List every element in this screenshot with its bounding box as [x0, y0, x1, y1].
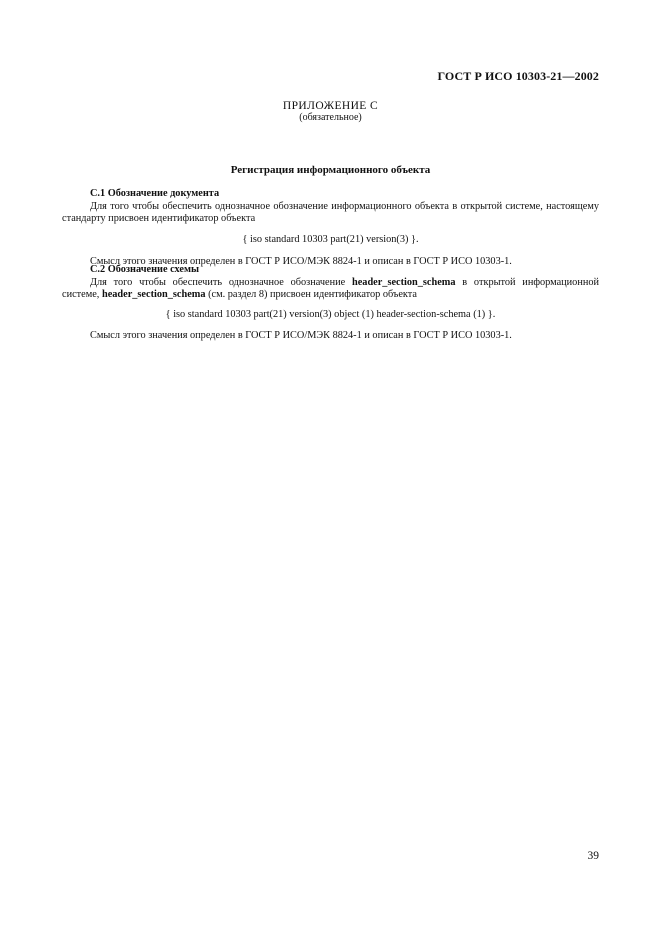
section-c2: [62, 264, 599, 302]
schema-name-1: header_section_schema: [352, 276, 456, 288]
section-c2-text-1: Для того чтобы обеспечить однозначное обозначение: [90, 276, 352, 288]
section-c1-meaning: Смысл этого значения определен в ГОСТ Р ИСО/МЭК 8824-1 и описан в ГОСТ Р ИСО 10303-1.: [90, 256, 512, 267]
running-header-standard-id: ГОСТ Р ИСО 10303-21—2002: [437, 69, 599, 83]
annex-title: ПРИЛОЖЕНИЕ С: [282, 100, 379, 112]
schema-name-2: header_section_schema: [101, 289, 206, 301]
section-c2-identifier: { iso standard 10303 part(21) version(3) object (1) header-section-schema (1) }.: [165, 309, 496, 320]
section-c2-text-3: (см. раздел 8) присвоен идентификатор объекта: [205, 289, 417, 301]
annex-status: (обязательное): [299, 112, 362, 123]
section-c2-text-2: в открытой информационной системе,: [62, 276, 600, 301]
annex-heading: Регистрация информационного объекта: [230, 164, 431, 176]
section-c2-title: С.2 Обозначение схемы: [90, 264, 200, 275]
page-number: 39: [587, 850, 599, 862]
section-c1-identifier: { iso standard 10303 part(21) version(3) }.: [242, 234, 419, 245]
section-c1-title: С.1 Обозначение документа: [90, 188, 220, 199]
section-c2-paragraph: [62, 277, 599, 302]
section-c1-paragraph: Для того чтобы обеспечить однозначное обозначение информационного объекта в открытой системе, настоящему стандарту присвоен идентификатор объекта: [62, 200, 599, 225]
section-c1: [62, 188, 599, 226]
section-c2-meaning: Смысл этого значения определен в ГОСТ Р ИСО/МЭК 8824-1 и описан в ГОСТ Р ИСО 10303-1.: [90, 330, 512, 341]
section-c2-meaning-block: [62, 330, 599, 343]
